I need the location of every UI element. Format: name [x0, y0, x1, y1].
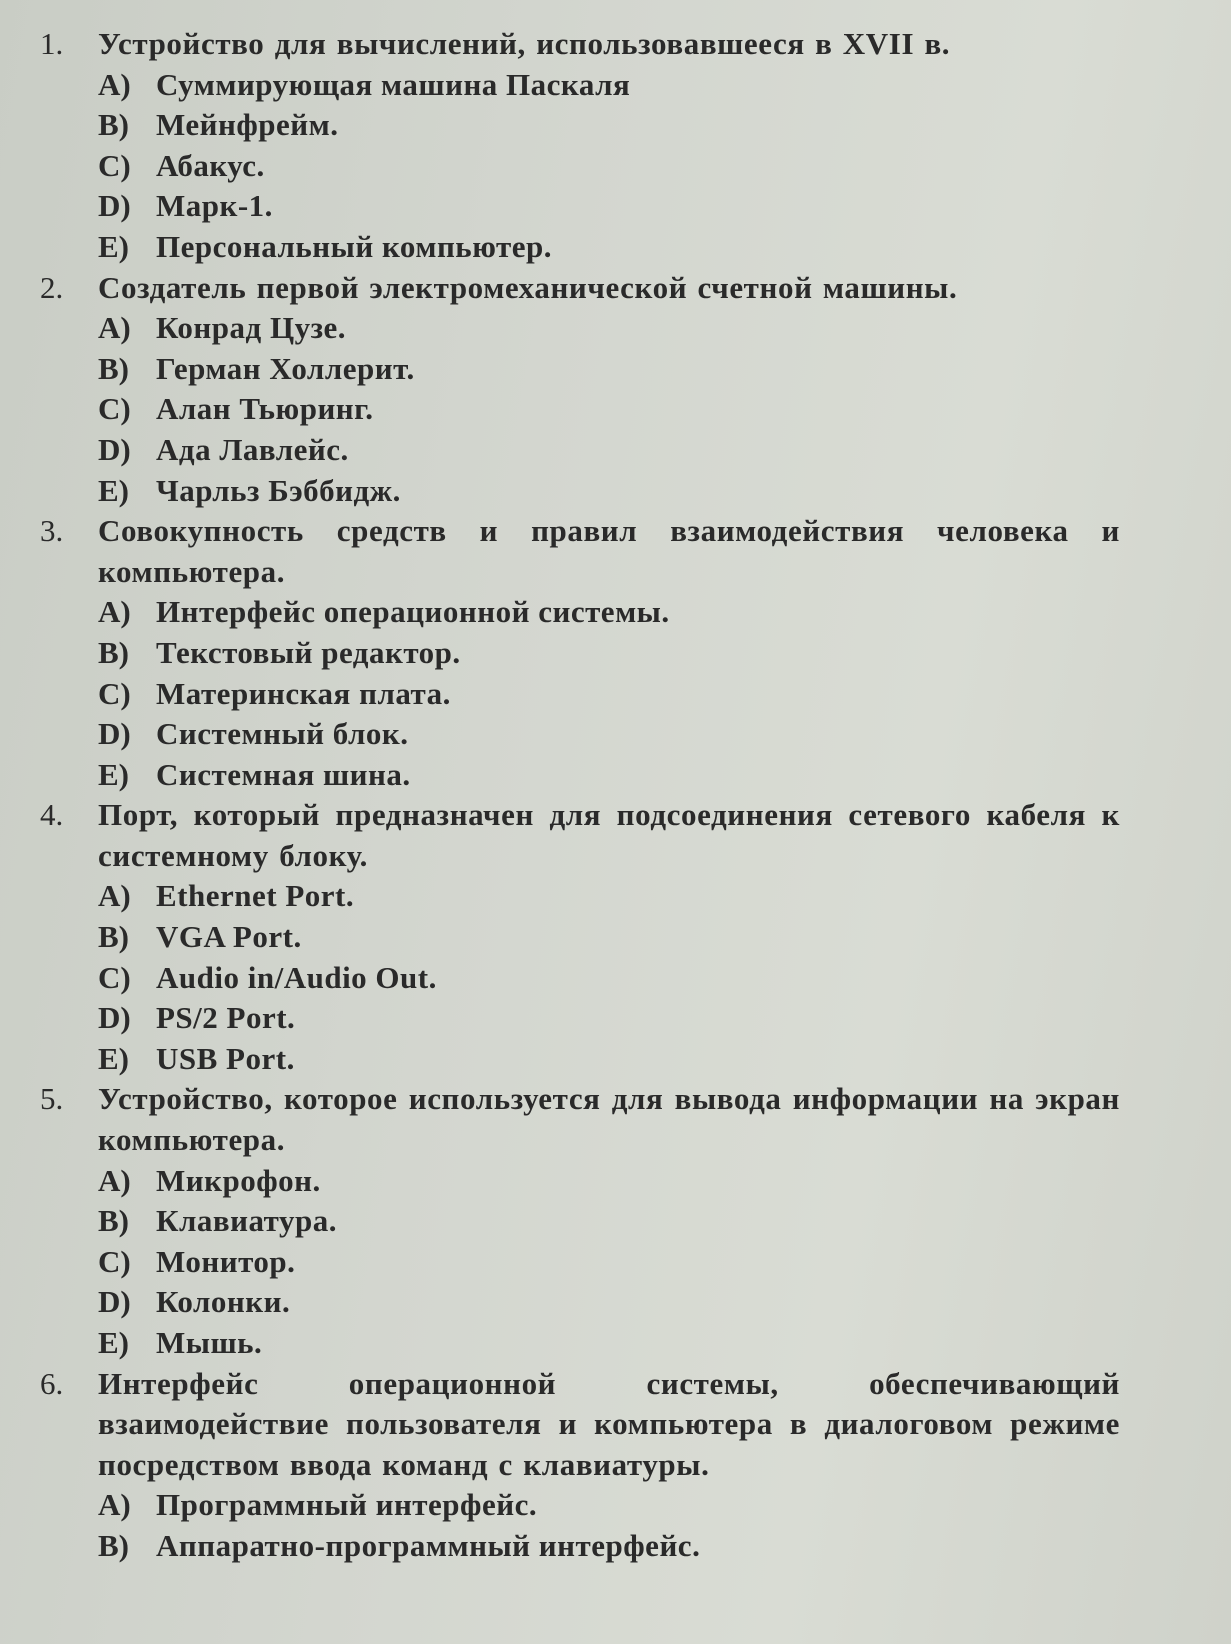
- option-letter: A): [98, 66, 131, 102]
- option-letter: B): [98, 350, 129, 386]
- option-text: Мышь.: [156, 1325, 263, 1360]
- option-letter: A): [98, 594, 131, 630]
- answer-options: [98, 1485, 1120, 1566]
- option-text: Суммирующая машина Паскаля: [156, 66, 631, 102]
- option-letter: D): [98, 716, 131, 752]
- answer-options: [98, 1161, 1120, 1364]
- option-text: Системный блок.: [156, 716, 409, 752]
- answer-option: [98, 1039, 1120, 1080]
- answer-option: [98, 308, 1120, 349]
- option-letter: D): [98, 1000, 131, 1036]
- answer-option: [98, 349, 1120, 390]
- answer-options: [98, 308, 1120, 511]
- option-text: Материнская плата.: [156, 675, 451, 711]
- answer-option: [98, 876, 1120, 917]
- answer-option: [98, 755, 1120, 796]
- answer-option: [98, 1161, 1120, 1202]
- question-4: [40, 795, 1120, 1079]
- option-letter: B): [98, 107, 129, 143]
- question-text: Интерфейс операционной системы, обеспечивающий взаимодействие пользователя и компьютера в диалоговом режиме посредством ввода команд с клавиатуры.: [98, 1365, 1120, 1482]
- option-text: Аппаратно-программный интерфейс.: [156, 1527, 701, 1563]
- option-text: USB Port.: [156, 1040, 295, 1076]
- option-text: Audio in/Audio Out.: [156, 959, 437, 995]
- option-letter: C): [98, 391, 131, 427]
- answer-options: [98, 65, 1120, 268]
- question-number: 3.: [40, 513, 64, 549]
- answer-options: [98, 876, 1120, 1079]
- answer-option: [98, 146, 1120, 187]
- question-number: 4.: [40, 797, 64, 833]
- question-text: Устройство для вычислений, использовавшееся в XVII в.: [98, 26, 951, 61]
- option-letter: C): [98, 1243, 131, 1279]
- answer-option: [98, 592, 1120, 633]
- option-text: Клавиатура.: [156, 1203, 337, 1239]
- answer-option: [98, 998, 1120, 1039]
- answer-option: [98, 917, 1120, 958]
- option-letter: E): [98, 1325, 129, 1360]
- option-text: VGA Port.: [156, 919, 302, 955]
- question-text: Создатель первой электромеханической счетной машины.: [98, 269, 958, 305]
- option-text: Системная шина.: [156, 756, 411, 792]
- question-text: Совокупность средств и правил взаимодействия человека и компьютера.: [98, 513, 1120, 589]
- option-text: Колонки.: [156, 1284, 291, 1320]
- question-6: [40, 1364, 1120, 1567]
- question-number: 6.: [40, 1365, 64, 1401]
- answer-option: [98, 430, 1120, 471]
- option-letter: A): [98, 1487, 131, 1523]
- option-text: Персональный компьютер.: [156, 228, 552, 264]
- option-letter: A): [98, 878, 131, 914]
- option-letter: B): [98, 919, 129, 955]
- option-letter: D): [98, 1284, 131, 1320]
- option-letter: A): [98, 310, 131, 346]
- answer-option: [98, 105, 1120, 146]
- question-number: 2.: [40, 269, 64, 305]
- option-letter: D): [98, 431, 131, 467]
- option-letter: E): [98, 1040, 129, 1076]
- question-text: Устройство, которое используется для вывода информации на экран компьютера.: [98, 1081, 1120, 1158]
- option-text: PS/2 Port.: [156, 1000, 296, 1036]
- answer-option: [98, 714, 1120, 755]
- test-page: [40, 24, 1120, 1567]
- option-text: Программный интерфейс.: [156, 1487, 538, 1523]
- option-text: Мейнфрейм.: [156, 107, 339, 143]
- option-letter: C): [98, 147, 131, 183]
- option-text: Конрад Цузе.: [156, 310, 347, 346]
- option-text: Ethernet Port.: [156, 878, 355, 914]
- question-2: [40, 268, 1120, 512]
- option-letter: A): [98, 1162, 131, 1198]
- question-number: 5.: [40, 1081, 64, 1117]
- answer-option: [98, 65, 1120, 106]
- answer-option: [98, 674, 1120, 715]
- question-5: [40, 1079, 1120, 1363]
- answer-option: [98, 958, 1120, 999]
- question-3: [40, 511, 1120, 795]
- answer-option: [98, 1323, 1120, 1364]
- answer-option: [98, 1201, 1120, 1242]
- option-text: Текстовый редактор.: [156, 634, 461, 670]
- option-letter: E): [98, 228, 129, 264]
- option-text: Интерфейс операционной системы.: [156, 594, 670, 630]
- option-letter: B): [98, 1203, 129, 1239]
- option-text: Монитор.: [156, 1243, 296, 1279]
- option-text: Алан Тьюринг.: [156, 391, 374, 427]
- answer-option: [98, 389, 1120, 430]
- answer-option: [98, 1242, 1120, 1283]
- option-letter: C): [98, 959, 131, 995]
- answer-option: [98, 1485, 1120, 1526]
- option-text: Микрофон.: [156, 1162, 321, 1198]
- answer-options: [98, 592, 1120, 795]
- answer-option: [98, 471, 1120, 512]
- answer-option: [98, 227, 1120, 268]
- option-letter: D): [98, 188, 131, 224]
- question-number: 1.: [40, 26, 64, 61]
- option-text: Герман Холлерит.: [156, 350, 415, 386]
- answer-option: [98, 1526, 1120, 1567]
- option-letter: E): [98, 756, 129, 792]
- option-letter: B): [98, 634, 129, 670]
- option-text: Абакус.: [156, 147, 265, 183]
- option-text: Ада Лавлейс.: [156, 431, 349, 467]
- answer-option: [98, 1282, 1120, 1323]
- answer-option: [98, 186, 1120, 227]
- option-text: Чарльз Бэббидж.: [156, 472, 401, 508]
- option-letter: C): [98, 675, 131, 711]
- question-1: [40, 24, 1120, 268]
- option-text: Марк-1.: [156, 188, 273, 224]
- option-letter: B): [98, 1527, 129, 1563]
- question-text: Порт, который предназначен для подсоединения сетевого кабеля к системному блоку.: [98, 797, 1120, 873]
- option-letter: E): [98, 472, 129, 508]
- answer-option: [98, 633, 1120, 674]
